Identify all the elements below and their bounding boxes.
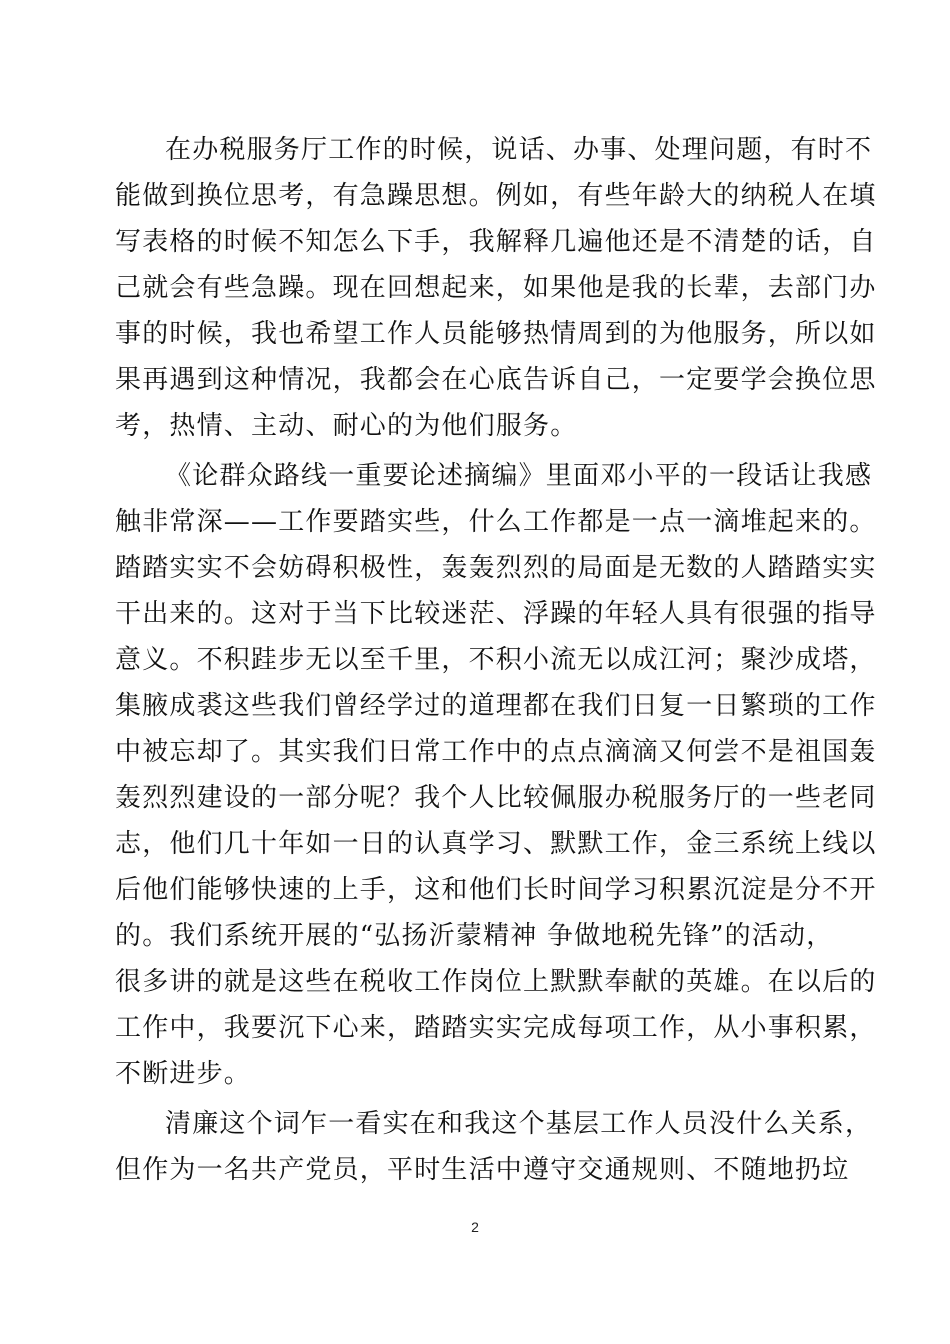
text-line: 志，他们几十年如一日的认真学习、默默工作，金三系统上线以 bbox=[115, 829, 877, 859]
page-number: 2 bbox=[471, 1219, 479, 1235]
text-line: 意义。不积跬步无以至千里，不积小流无以成江河；聚沙成塔， bbox=[115, 645, 877, 675]
text-line: 触非常深——工作要踏实些，什么工作都是一点一滴堆起来的。 bbox=[115, 507, 877, 537]
text-line: 后他们能够快速的上手，这和他们长时间学习积累沉淀是分不开 bbox=[115, 875, 877, 905]
paragraph-2 bbox=[115, 453, 877, 1097]
text-line: 能做到换位思考，有急躁思想。例如，有些年龄大的纳税人在填 bbox=[115, 181, 877, 211]
paragraph-3 bbox=[115, 1101, 873, 1193]
text-line: 的。我们系统开展的“弘扬沂蒙精神 争做地税先锋”的活动， bbox=[115, 921, 834, 951]
paragraph-1 bbox=[115, 127, 877, 449]
text-line: 在办税服务厅工作的时候，说话、办事、处理问题，有时不 bbox=[165, 135, 873, 165]
document-body bbox=[115, 127, 877, 1193]
text-line: 事的时候，我也希望工作人员能够热情周到的为他服务，所以如 bbox=[115, 319, 877, 349]
text-line: 写表格的时候不知怎么下手，我解释几遍他还是不清楚的话，自 bbox=[115, 227, 877, 257]
text-line: 考，热情、主动、耐心的为他们服务。 bbox=[115, 411, 578, 441]
text-line: 不断进步。 bbox=[115, 1059, 252, 1089]
text-line: 工作中，我要沉下心来，踏踏实实完成每项工作，从小事积累， bbox=[115, 1013, 877, 1043]
text-line: 很多讲的就是这些在税收工作岗位上默默奉献的英雄。在以后的 bbox=[115, 967, 877, 997]
text-line: 清廉这个词乍一看实在和我这个基层工作人员没什么关系， bbox=[165, 1109, 873, 1139]
text-line: 集腋成裘这些我们曾经学过的道理都在我们日复一日繁琐的工作 bbox=[115, 691, 877, 721]
text-line: 轰烈烈建设的一部分呢？我个人比较佩服办税服务厅的一些老同 bbox=[115, 783, 877, 813]
text-line: 己就会有些急躁。现在回想起来，如果他是我的长辈，去部门办 bbox=[115, 273, 877, 303]
text-line: 果再遇到这种情况，我都会在心底告诉自己，一定要学会换位思 bbox=[115, 365, 877, 395]
text-line: 但作为一名共产党员，平时生活中遵守交通规则、不随地扔垃 bbox=[115, 1155, 850, 1185]
text-line: 踏踏实实不会妨碍积极性，轰轰烈烈的局面是无数的人踏踏实实 bbox=[115, 553, 877, 583]
text-line: 中被忘却了。其实我们日常工作中的点点滴滴又何尝不是祖国轰 bbox=[115, 737, 877, 767]
text-line: 《论群众路线一重要论述摘编》里面邓小平的一段话让我感 bbox=[165, 461, 873, 491]
text-line: 干出来的。这对于当下比较迷茫、浮躁的年轻人具有很强的指导 bbox=[115, 599, 877, 629]
